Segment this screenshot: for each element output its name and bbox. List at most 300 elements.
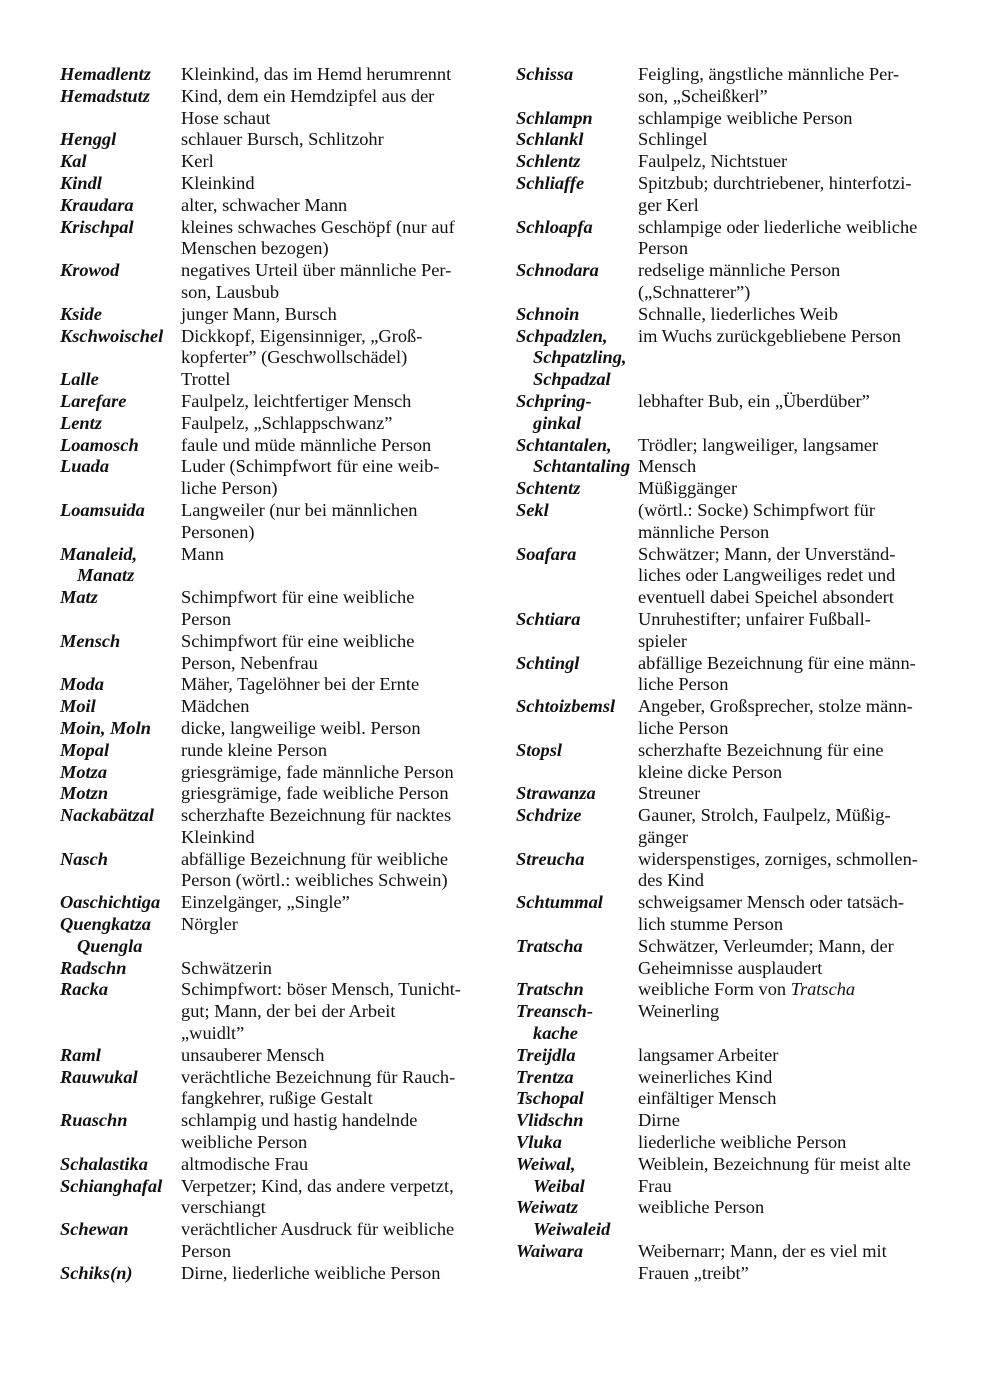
entry-definition <box>638 740 946 784</box>
glossary-entry <box>60 86 482 130</box>
definition-text: weinerliches Kind <box>638 1066 773 1087</box>
entry-definition <box>181 304 482 326</box>
glossary-entry <box>516 435 946 479</box>
entry-term <box>60 979 181 1001</box>
term-line: Schlentz <box>516 151 581 172</box>
entry-definition <box>638 129 946 151</box>
entry-term <box>60 151 181 173</box>
entry-term <box>60 500 181 522</box>
term-line: Krowod <box>60 260 120 281</box>
definition-text: runde kleine Person <box>181 739 328 760</box>
term-line: Tratscha <box>516 935 583 956</box>
glossary-entry <box>60 435 482 457</box>
definition-text: Gauner, Strolch, Faulpelz, Müßig- gänger <box>638 805 891 847</box>
entry-term <box>516 740 638 762</box>
term-line: Lalle <box>60 369 99 390</box>
definition-text: Schimpfwort für eine weibliche Person <box>181 587 415 629</box>
term-line: Schdrize <box>516 805 582 826</box>
entry-term <box>60 696 181 718</box>
entry-definition <box>181 86 482 130</box>
entry-term <box>60 1263 181 1285</box>
entry-definition <box>181 783 482 805</box>
entry-definition <box>181 195 482 217</box>
term-line: Raml <box>60 1044 101 1065</box>
definition-text: Schimpfwort für eine weibliche Person, Nebenfrau <box>181 630 415 673</box>
glossary-entry <box>60 1263 482 1285</box>
definition-text: Verpetzer; Kind, das andere verpetzt, verschiangt <box>181 1175 454 1218</box>
glossary-entry <box>516 129 946 151</box>
entry-definition <box>638 391 946 413</box>
definition-text: kleines schwaches Geschöpf (nur auf Menschen bezogen) <box>181 216 455 259</box>
entry-definition <box>638 783 946 805</box>
term-line: Luada <box>60 456 110 477</box>
glossary-entry <box>60 1176 482 1220</box>
term-line: Nackabätzal <box>60 805 154 826</box>
entry-term <box>516 1001 638 1045</box>
term-line: Quengkatza <box>60 914 151 935</box>
entry-term <box>60 1219 181 1241</box>
glossary-entry <box>516 326 946 391</box>
term-line: Streucha <box>516 848 585 869</box>
entry-definition <box>638 1197 946 1219</box>
entry-definition <box>181 1219 482 1263</box>
term-line: Weiwatz <box>516 1197 578 1218</box>
entry-definition <box>638 696 946 740</box>
term-line: Schtoizbemsl <box>516 696 616 717</box>
glossary-entry <box>60 129 482 151</box>
entry-term <box>516 849 638 871</box>
term-line: Schpadzal <box>533 369 611 390</box>
term-line: Weiwal, <box>516 1153 576 1174</box>
definition-text: lebhafter Bub, ein „Überdüber” <box>638 390 870 411</box>
term-line: Kside <box>60 303 102 324</box>
definition-text: Einzelgänger, „Single” <box>181 892 350 913</box>
right-column <box>516 64 946 1285</box>
entry-definition <box>181 1263 482 1285</box>
definition-text: verächtlicher Ausdruck für weibliche Person <box>181 1219 455 1262</box>
definition-text: Spitzbub; durchtriebener, hinterfotzi- ger Kerl <box>638 172 912 215</box>
term-line: Hemadstutz <box>60 85 150 106</box>
glossary-entry <box>60 1154 482 1176</box>
entry-term <box>516 64 638 86</box>
glossary-entry <box>60 849 482 893</box>
entry-term <box>60 1154 181 1176</box>
entry-definition <box>638 849 946 893</box>
definition-text: langsamer Arbeiter <box>638 1044 779 1065</box>
entry-definition <box>638 979 946 1001</box>
glossary-entry <box>60 544 482 588</box>
entry-term <box>516 1067 638 1089</box>
term-line: Weiwaleid <box>533 1219 611 1240</box>
entry-definition <box>181 369 482 391</box>
glossary-entry <box>60 369 482 391</box>
definition-text: redselige männliche Person („Schnatterer”) <box>638 260 841 302</box>
entry-term <box>516 696 638 718</box>
definition-text: Schwätzerin <box>181 957 272 978</box>
term-line: Schewan <box>60 1219 129 1240</box>
entry-definition <box>181 456 482 500</box>
term-line: Manatz <box>77 565 135 586</box>
entry-term <box>516 1197 638 1241</box>
glossary-entry <box>516 740 946 784</box>
glossary-entry <box>60 1067 482 1111</box>
glossary-entry <box>516 544 946 609</box>
entry-term <box>60 260 181 282</box>
entry-term <box>516 326 638 391</box>
entry-definition <box>181 674 482 696</box>
entry-definition <box>181 1176 482 1220</box>
glossary-entry <box>60 64 482 86</box>
glossary-entry <box>60 391 482 413</box>
entry-term <box>60 783 181 805</box>
definition-text: Schlingel <box>638 129 708 150</box>
entry-definition <box>181 979 482 1044</box>
term-line: Schpadzlen, <box>516 325 608 346</box>
entry-term <box>60 587 181 609</box>
left-column <box>60 64 482 1285</box>
definition-text: Mädchen <box>181 696 250 717</box>
glossary-entry <box>60 304 482 326</box>
term-line: Krischpal <box>60 216 134 237</box>
definition-text: Faulpelz, leichtfertiger Mensch <box>181 390 412 411</box>
glossary-entry <box>516 1241 946 1285</box>
entry-term <box>60 914 181 958</box>
entry-definition <box>181 151 482 173</box>
entry-definition <box>181 173 482 195</box>
glossary-entry <box>60 413 482 435</box>
term-line: Motza <box>60 761 108 782</box>
entry-term <box>60 456 181 478</box>
entry-definition <box>181 914 482 936</box>
entry-definition <box>638 500 946 544</box>
entry-definition <box>638 936 946 980</box>
glossary-entry <box>60 151 482 173</box>
term-line: Schpring- <box>516 390 592 411</box>
glossary-entry <box>60 805 482 849</box>
glossary-entry <box>516 653 946 697</box>
entry-term <box>60 1067 181 1089</box>
definition-text: Trottel <box>181 369 231 390</box>
entry-definition <box>181 1154 482 1176</box>
definition-text: negatives Urteil über männliche Per- son, Lausbub <box>181 260 452 302</box>
term-line: Kschwoischel <box>60 325 164 346</box>
glossary-entry <box>516 696 946 740</box>
entry-term <box>60 173 181 195</box>
entry-definition <box>181 892 482 914</box>
entry-definition <box>638 544 946 609</box>
entry-term <box>60 762 181 784</box>
entry-term <box>60 1110 181 1132</box>
glossary-entry <box>516 783 946 805</box>
term-line: Schtantaling <box>533 456 631 477</box>
entry-term <box>516 108 638 130</box>
term-line: Lentz <box>60 412 102 433</box>
entry-term <box>60 1176 181 1198</box>
glossary-entry <box>60 260 482 304</box>
term-line: Moda <box>60 674 104 695</box>
entry-definition <box>181 413 482 435</box>
definition-text: faule und müde männliche Person <box>181 434 432 455</box>
entry-definition <box>181 718 482 740</box>
term-line: Quengla <box>77 935 143 956</box>
definition-text: Weinerling <box>638 1001 720 1022</box>
glossary-entry <box>516 1067 946 1089</box>
glossary-entry <box>516 260 946 304</box>
entry-term <box>516 217 638 239</box>
definition-text: Schwätzer, Verleumder; Mann, der Geheimnisse ausplaudert <box>638 935 894 978</box>
entry-definition <box>638 609 946 653</box>
term-line: Hemadlentz <box>60 64 151 84</box>
entry-term <box>516 129 638 151</box>
entry-definition <box>181 544 482 566</box>
definition-text: verächtliche Bezeichnung für Rauch- fangkehrer, rußige Gestalt <box>181 1066 456 1109</box>
glossary-entry <box>516 979 946 1001</box>
term-line: Loamsuida <box>60 499 145 520</box>
entry-definition <box>638 892 946 936</box>
entry-term <box>60 544 181 588</box>
entry-definition <box>638 217 946 261</box>
entry-definition <box>638 1110 946 1132</box>
glossary-entry <box>516 805 946 849</box>
definition-text: schweigsamer Mensch oder tatsäch- lich stumme Person <box>638 892 905 935</box>
entry-term <box>60 391 181 413</box>
entry-definition <box>638 805 946 849</box>
entry-definition <box>638 1001 946 1023</box>
term-line: Loamosch <box>60 434 139 455</box>
entry-term <box>516 173 638 195</box>
definition-text: schlampig und hastig handelnde weibliche Person <box>181 1110 418 1153</box>
definition-text: schlampige oder liederliche weibliche Person <box>638 216 918 259</box>
definition-text: Dirne, liederliche weibliche Person <box>181 1262 441 1283</box>
term-line: Schnodara <box>516 260 599 281</box>
entry-definition <box>638 1154 946 1198</box>
definition-text: Angeber, Großsprecher, stolze männ- liche Person <box>638 696 913 738</box>
entry-term <box>516 1110 638 1132</box>
term-line: Tschopal <box>516 1088 584 1109</box>
term-line: Schtummal <box>516 892 603 913</box>
entry-definition <box>638 108 946 130</box>
definition-text: Streuner <box>638 783 701 804</box>
term-line: Racka <box>60 979 109 1000</box>
glossary-entry <box>60 631 482 675</box>
term-line: Mensch <box>60 630 121 651</box>
glossary-entry <box>516 217 946 261</box>
glossary-entry <box>516 892 946 936</box>
entry-term <box>516 260 638 282</box>
glossary-entry <box>60 195 482 217</box>
definition-text: Feigling, ängstliche männliche Per- son, „Scheißkerl” <box>638 64 900 106</box>
term-line: Treijdla <box>516 1044 576 1065</box>
glossary-entry <box>60 326 482 370</box>
glossary-entry <box>60 979 482 1044</box>
glossary-entry <box>60 783 482 805</box>
definition-text: griesgrämige, fade weibliche Person <box>181 783 449 804</box>
glossary-entry <box>60 456 482 500</box>
entry-term <box>60 1045 181 1067</box>
entry-term <box>516 391 638 435</box>
glossary-entry <box>60 958 482 980</box>
entry-term <box>60 304 181 326</box>
glossary-entry <box>516 1088 946 1110</box>
entry-definition <box>181 740 482 762</box>
term-line: Oaschichtiga <box>60 892 161 913</box>
entry-term <box>60 64 181 86</box>
definition-text: schlauer Bursch, Schlitzohr <box>181 129 384 150</box>
entry-term <box>516 1132 638 1154</box>
glossary-entry <box>516 1197 946 1241</box>
glossary-entry <box>60 173 482 195</box>
definition-text: Weibernarr; Mann, der es viel mit Frauen „treibt” <box>638 1241 887 1283</box>
definition-text: Faulpelz, Nichtstuer <box>638 151 788 172</box>
entry-term <box>60 326 181 348</box>
term-line: Schpatzling, <box>533 347 627 368</box>
entry-term <box>60 369 181 391</box>
entry-term <box>516 478 638 500</box>
entry-definition <box>181 958 482 980</box>
glossary-entry <box>516 1045 946 1067</box>
term-line: Schtentz <box>516 478 581 499</box>
entry-definition <box>638 653 946 697</box>
definition-text: Kleinkind, das im Hemd herumrennt <box>181 64 452 84</box>
definition-text: abfällige Bezeichnung für eine männ- liche Person <box>638 652 916 695</box>
glossary-entry <box>60 500 482 544</box>
definition-text: altmodische Frau <box>181 1153 309 1174</box>
term-line: Schissa <box>516 64 574 84</box>
definition-text: Nörgler <box>181 914 238 935</box>
definition-text: im Wuchs zurückgebliebene Person <box>638 325 901 346</box>
term-line: kache <box>533 1023 578 1044</box>
glossary-entry <box>516 64 946 108</box>
term-line: Kraudara <box>60 194 134 215</box>
entry-definition <box>181 64 482 86</box>
term-line: Weibal <box>533 1175 585 1196</box>
entry-term <box>516 1045 638 1067</box>
glossary-entry <box>516 391 946 435</box>
entry-term <box>60 740 181 762</box>
definition-text: Langweiler (nur bei männlichen Personen) <box>181 499 418 542</box>
definition-text: Kerl <box>181 151 214 172</box>
entry-definition <box>181 849 482 893</box>
term-line: Moin, Moln <box>60 717 151 738</box>
definition-text: Luder (Schimpfwort für eine weib- liche Person) <box>181 456 440 499</box>
entry-term <box>60 958 181 980</box>
definition-text: Schwätzer; Mann, der Unverständ- liches oder Langweiliges redet und eventuell dabei Speichel absondert <box>638 543 896 608</box>
term-line: Rauwukal <box>60 1066 138 1087</box>
entry-term <box>60 674 181 696</box>
definition-text: (wörtl.: Socke) Schimpfwort für männliche Person <box>638 499 875 542</box>
entry-term <box>516 544 638 566</box>
definition-text: Schnalle, liederliches Weib <box>638 303 838 324</box>
term-line: Vluka <box>516 1132 562 1153</box>
term-line: Tratschn <box>516 979 584 1000</box>
entry-term <box>516 892 638 914</box>
term-line: Schtantalen, <box>516 434 612 455</box>
entry-definition <box>181 631 482 675</box>
entry-definition <box>638 1132 946 1154</box>
term-line: Schianghafal <box>60 1175 163 1196</box>
glossary-entry <box>60 892 482 914</box>
term-line: Schtingl <box>516 652 580 673</box>
glossary-entry <box>516 1110 946 1132</box>
entry-definition <box>181 762 482 784</box>
entry-definition <box>181 587 482 631</box>
entry-definition <box>638 260 946 304</box>
definition-text: Mann <box>181 543 224 564</box>
entry-term <box>516 435 638 479</box>
glossary-entry <box>516 173 946 217</box>
term-line: Waiwara <box>516 1241 584 1262</box>
entry-term <box>516 1154 638 1198</box>
entry-term <box>60 892 181 914</box>
entry-term <box>516 783 638 805</box>
glossary-entry <box>60 1110 482 1154</box>
entry-term <box>60 849 181 871</box>
entry-definition <box>181 326 482 370</box>
entry-term <box>516 936 638 958</box>
entry-term <box>516 500 638 522</box>
definition-text: dicke, langweilige weibl. Person <box>181 717 421 738</box>
entry-definition <box>181 1045 482 1067</box>
entry-definition <box>181 217 482 261</box>
glossary-entry <box>516 304 946 326</box>
entry-term <box>60 718 181 740</box>
term-line: Schalastika <box>60 1153 148 1174</box>
term-line: Sekl <box>516 499 549 520</box>
entry-definition <box>181 805 482 849</box>
glossary-entry <box>60 1045 482 1067</box>
glossary-entry <box>60 587 482 631</box>
definition-text: alter, schwacher Mann <box>181 194 348 215</box>
term-line: Larefare <box>60 390 127 411</box>
glossary-entry <box>516 1001 946 1045</box>
entry-term <box>60 435 181 457</box>
entry-definition <box>181 1067 482 1111</box>
entry-definition <box>638 478 946 500</box>
entry-term <box>60 805 181 827</box>
term-line: Kal <box>60 151 87 172</box>
entry-term <box>60 195 181 217</box>
definition-text: weibliche Person <box>638 1197 765 1218</box>
entry-term <box>60 86 181 108</box>
definition-text: Kind, dem ein Hemdzipfel aus der Hose schaut <box>181 85 435 128</box>
entry-term <box>516 1241 638 1263</box>
entry-term <box>60 631 181 653</box>
entry-definition <box>638 1045 946 1067</box>
glossary-entry <box>516 1132 946 1154</box>
entry-definition <box>638 1067 946 1089</box>
definition-text: griesgrämige, fade männliche Person <box>181 761 454 782</box>
term-line: Moil <box>60 696 96 717</box>
term-line: Radschn <box>60 957 127 978</box>
definition-text: Trödler; langweiliger, langsamer Mensch <box>638 434 879 477</box>
definition-text: widerspenstiges, zorniges, schmollen- des Kind <box>638 848 918 891</box>
definition-text: unsauberer Mensch <box>181 1044 325 1065</box>
term-line: Vlidschn <box>516 1110 584 1131</box>
glossary-entry <box>60 217 482 261</box>
definition-text: Müßiggänger <box>638 478 738 499</box>
term-line: Stopsl <box>516 739 562 760</box>
definition-text: Weiblein, Bezeichnung für meist alte Frau <box>638 1153 911 1196</box>
definition-text: Schimpfwort: böser Mensch, Tunicht- gut; Mann, der bei der Arbeit „wuidlt” <box>181 979 461 1044</box>
definition-text: schlampige weibliche Person <box>638 107 853 128</box>
term-line: Manaleid, <box>60 543 138 564</box>
glossary-entry <box>60 674 482 696</box>
term-line: Schiks(n) <box>60 1262 133 1283</box>
entry-definition <box>181 500 482 544</box>
entry-definition <box>181 260 482 304</box>
entry-term <box>60 413 181 435</box>
term-line: ginkal <box>533 412 582 433</box>
